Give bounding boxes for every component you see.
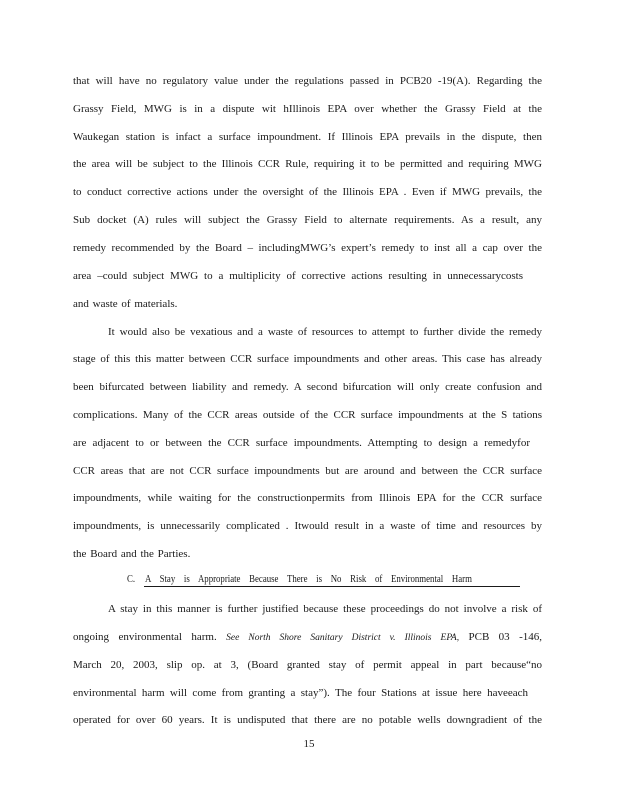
body-text-line: been bifurcated between liability and remedy. A second bifurcation will only create confusion and <box>73 381 542 393</box>
case-citation: See North Shore Sanitary District v. Illinois EPA, <box>226 633 460 643</box>
body-text-line: area –could subject MWG to a multiplicity of corrective actions resulting in unnecessarycosts <box>73 270 523 282</box>
body-text-line: Grassy Field, MWG is in a dispute wit hIllinois EPA over whether the Grassy Field at the <box>73 103 542 115</box>
body-text-line: operated for over 60 years. It is undisputed that there are no potable wells downgradient of the <box>73 714 542 726</box>
body-text-line: Sub docket (A) rules will subject the Grassy Field to alternate requirements. As a result, any <box>73 214 542 226</box>
body-text-line: environmental harm will come from granting a stay”). The four Stations at issue here haveeach <box>73 687 528 699</box>
body-text-line: CCR areas that are not CCR surface impoundments but are around and between the CCR surface <box>73 465 542 477</box>
body-text-segment: ongoing environmental harm. <box>73 631 217 643</box>
body-text-line: It would also be vexatious and a waste of resources to attempt to further divide the remedy <box>108 326 542 338</box>
body-text-line: the area will be subject to the Illinois CCR Rule, requiring it to be permitted and requiring MWG <box>73 158 542 170</box>
section-heading-underline <box>144 586 520 587</box>
body-text-line: March 20, 2003, slip op. at 3, (Board granted stay of permit appeal in part because“no <box>73 659 542 671</box>
body-text-line: A stay in this manner is further justified because these proceedings do not involve a risk of <box>108 603 542 615</box>
body-text-line: impoundments, while waiting for the constructionpermits from Illinois EPA for the CCR surface <box>73 492 542 504</box>
body-text-line: impoundments, is unnecessarily complicated . Itwould result in a waste of time and resources by <box>73 520 542 532</box>
section-heading-text: A Stay is Appropriate Because There is No Risk of Environmental Harm <box>145 574 472 585</box>
body-text-line: to conduct corrective actions under the oversight of the Illinois EPA . Even if MWG prevails, the <box>73 186 542 198</box>
body-text-line: remedy recommended by the Board – includingMWG’s expert’s remedy to inst all a cap over the <box>73 242 542 254</box>
body-text-line: complications. Many of the CCR areas outside of the CCR surface impoundments at the S tations <box>73 409 542 421</box>
section-heading-label: C. <box>127 574 136 585</box>
page-number: 15 <box>303 738 315 750</box>
body-text-line-with-citation <box>73 630 542 644</box>
body-text-line: are adjacent to or between the CCR surface impoundments. Attempting to design a remedyfor <box>73 437 530 449</box>
body-text-segment: PCB 03 -146, <box>468 631 542 643</box>
body-text-line: and waste of materials. <box>73 298 178 310</box>
body-text-line: Waukegan station is infact a surface impoundment. If Illinois EPA prevails in the dispute, then <box>73 131 542 143</box>
body-text-line: that will have no regulatory value under the regulations passed in PCB20 -19(A). Regarding the <box>73 75 542 87</box>
body-text-line: stage of this this matter between CCR surface impoundments and other areas. This case has already <box>73 353 542 365</box>
body-text-line: the Board and the Parties. <box>73 548 191 560</box>
